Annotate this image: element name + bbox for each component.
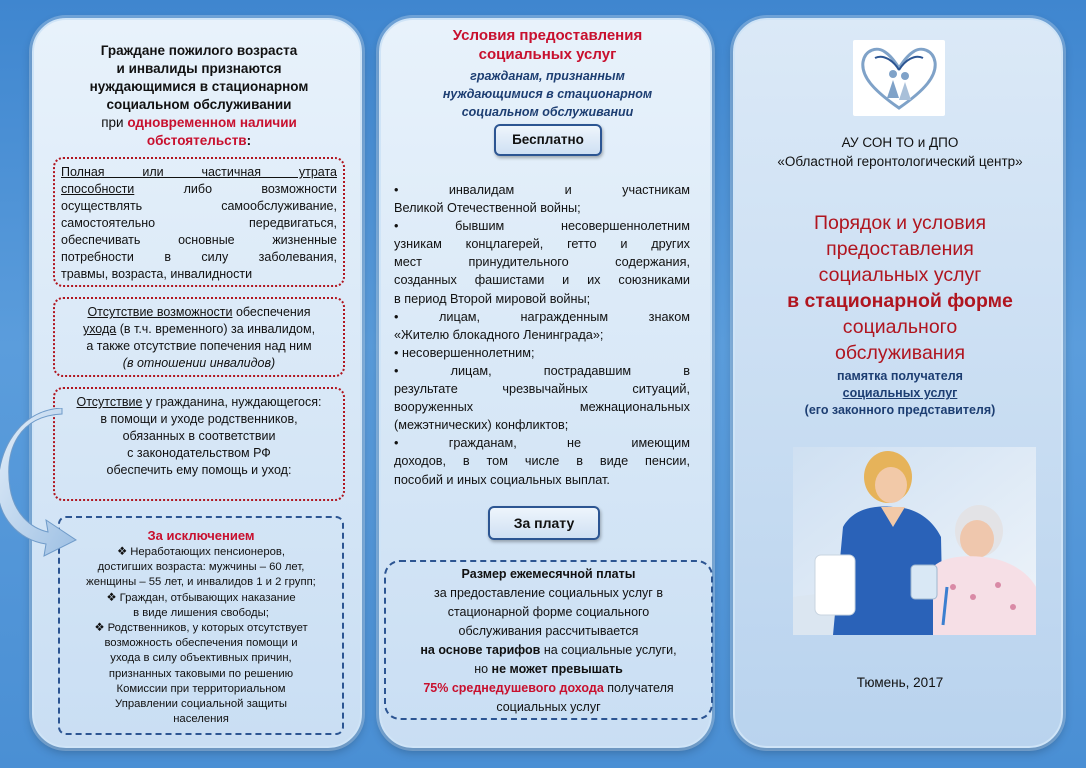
list-item: Великой Отечественной войны; xyxy=(394,201,581,216)
title-line: Условия предоставления xyxy=(452,27,643,44)
list-item: в период Второй мировой войны; xyxy=(394,291,591,306)
exceptions-title: За исключением xyxy=(147,528,255,543)
title-colon: : xyxy=(246,133,252,148)
condition-text: самостоятельно передвигаться, xyxy=(61,216,337,230)
free-label-box: Бесплатно xyxy=(494,124,602,156)
fee-highlight: 75% среднедушевого дохода xyxy=(423,681,604,695)
subtitle-line: нуждающимися в стационарном xyxy=(442,87,653,101)
condition-text: (в т.ч. временного) за инвалидом, xyxy=(116,322,316,336)
condition-text: обеспечивать основные жизненные xyxy=(61,233,337,247)
brochure-subtitle xyxy=(735,368,1065,419)
title-red-1: одновременном наличии xyxy=(127,115,297,130)
condition-loss-of-ability xyxy=(53,157,345,287)
condition-text: обеспечить ему помощь и уход: xyxy=(106,463,292,477)
exception-line: ❖ Неработающих пенсионеров, xyxy=(116,546,286,558)
condition-text: травмы, возраста, инвалидности xyxy=(61,267,253,281)
paid-label-box: За плату xyxy=(488,506,600,540)
left-panel xyxy=(32,18,362,748)
left-panel-title xyxy=(34,42,364,150)
fee-line: социальных услуг xyxy=(496,700,601,714)
fee-line: получателя xyxy=(603,681,674,695)
title-line: социальных услуг xyxy=(818,264,982,286)
condition-text: обязанных в соответствии xyxy=(122,429,276,443)
subtitle-line: социальных услуг xyxy=(842,386,958,400)
title-line: обслуживания xyxy=(834,342,966,364)
free-categories-list xyxy=(394,181,690,489)
exception-line: Комиссии при территориальном xyxy=(116,682,286,695)
list-item: вооруженных межнациональных xyxy=(394,400,690,415)
middle-panel xyxy=(379,18,712,748)
right-panel xyxy=(733,18,1063,748)
fee-title: Размер ежемесячной платы xyxy=(461,567,636,581)
curved-arrow-icon xyxy=(0,408,78,558)
org-line: «Областной геронтологический центр» xyxy=(777,154,1023,169)
list-item: пособий и иных социальных выплат. xyxy=(394,472,610,487)
middle-panel-title xyxy=(381,26,714,64)
title-line: Порядок и условия xyxy=(813,212,987,234)
list-item: • лицам, награжденным знаком xyxy=(394,309,690,324)
condition-text: Отсутствие xyxy=(76,395,143,409)
condition-text: у гражданина, нуждающегося: xyxy=(142,395,322,409)
exception-line: населения xyxy=(173,713,229,726)
fee-line: за предоставление социальных услуг в xyxy=(434,586,663,600)
list-item: созданных фашистами и их союзниками xyxy=(394,273,690,288)
fee-line: стационарной форме социального xyxy=(447,605,650,619)
fee-line: обслуживания рассчитывается xyxy=(458,624,639,638)
exception-line: ❖ Родственников, у которых отсутствует xyxy=(94,622,308,635)
list-item: • гражданам, не имеющим xyxy=(394,436,690,451)
monthly-fee-box xyxy=(384,560,713,720)
condition-text: ухода xyxy=(82,322,117,336)
exception-line: ухода в силу объективных причин, xyxy=(110,652,292,665)
exception-line: женщины – 55 лет, и инвалидов 1 и 2 групп; xyxy=(86,576,316,589)
subtitle-line: социальном обслуживании xyxy=(461,105,634,119)
subtitle-line: памятка получателя xyxy=(837,369,963,383)
fee-line: но xyxy=(474,662,492,676)
exception-line: в виде лишения свободы; xyxy=(133,606,269,619)
title-line: Граждане пожилого возраста xyxy=(100,43,298,58)
condition-text: потребности в силу заболевания, xyxy=(61,250,337,264)
condition-text: способности xyxy=(61,182,135,196)
title-line: социальных услуг xyxy=(478,46,617,63)
title-bold-line: в стационарной форме xyxy=(787,290,1013,312)
title-line: социальном обслуживании xyxy=(106,97,292,112)
title-red-2: обстоятельств xyxy=(146,133,247,148)
list-item: • бывшим несовершеннолетним xyxy=(394,219,690,234)
title-line: нуждающимися в стационарном xyxy=(89,79,309,94)
condition-text: с законодательством РФ xyxy=(127,446,271,460)
condition-no-relatives xyxy=(53,387,345,501)
organization-name xyxy=(735,133,1065,171)
title-line: предоставления xyxy=(826,238,974,260)
title-pre: при xyxy=(101,115,128,130)
list-item: узникам концлагерей, гетто и других xyxy=(394,237,690,252)
condition-text: осуществлять самообслуживание, xyxy=(61,199,337,213)
middle-panel-subtitle xyxy=(381,67,714,121)
title-line: социального xyxy=(842,316,958,338)
condition-text: Полная или частичная утрата xyxy=(61,165,337,179)
list-item: • лицам, пострадавшим в xyxy=(394,363,690,378)
exception-line: достигших возраста: мужчины – 60 лет, xyxy=(97,561,305,574)
list-item: «Жителю блокадного Ленинграда»; xyxy=(394,327,604,342)
condition-text: а также отсутствие попечения над ним xyxy=(86,339,312,353)
heart-hands-logo-icon xyxy=(853,40,945,116)
brochure-title xyxy=(735,210,1065,366)
exceptions-box xyxy=(58,516,344,735)
gerontology-center-logo xyxy=(853,40,945,116)
fee-bold: не может превышать xyxy=(491,662,623,676)
caregiver-photo xyxy=(793,447,1036,635)
condition-note: (в отношении инвалидов) xyxy=(122,356,276,370)
condition-text: либо возможности xyxy=(183,182,337,196)
condition-text: Отсутствие возможности xyxy=(87,305,233,319)
city-year: Тюмень, 2017 xyxy=(856,675,944,690)
fee-bold: на основе тарифов xyxy=(420,643,541,657)
exception-line: ❖ Граждан, отбывающих наказание xyxy=(106,591,296,604)
subtitle-line: гражданам, признанным xyxy=(470,69,625,83)
exception-line: признанных таковыми по решению xyxy=(108,667,294,680)
exception-line: возможность обеспечения помощи и xyxy=(104,637,298,650)
list-item: доходов, в том числе в виде пенсии, xyxy=(394,454,690,469)
subtitle-line: (его законного представителя) xyxy=(804,403,996,417)
title-line: и инвалиды признаются xyxy=(116,61,282,76)
list-item: мест принудительного содержания, xyxy=(394,255,690,270)
condition-no-care xyxy=(53,297,345,377)
list-item: (межэтнических) конфликтов; xyxy=(394,418,569,433)
condition-text: обеспечения xyxy=(232,305,311,319)
condition-text: в помощи и уходе родственников, xyxy=(100,412,298,426)
fee-line: на социальные услуги, xyxy=(540,643,677,657)
exception-line: Управлении социальной защиты xyxy=(115,698,287,711)
org-line: АУ СОН ТО и ДПО xyxy=(841,135,959,150)
list-item: • инвалидам и участникам xyxy=(394,183,690,197)
list-item: • несовершеннолетним; xyxy=(394,345,535,360)
list-item: результате чрезвычайных ситуаций, xyxy=(394,382,690,397)
